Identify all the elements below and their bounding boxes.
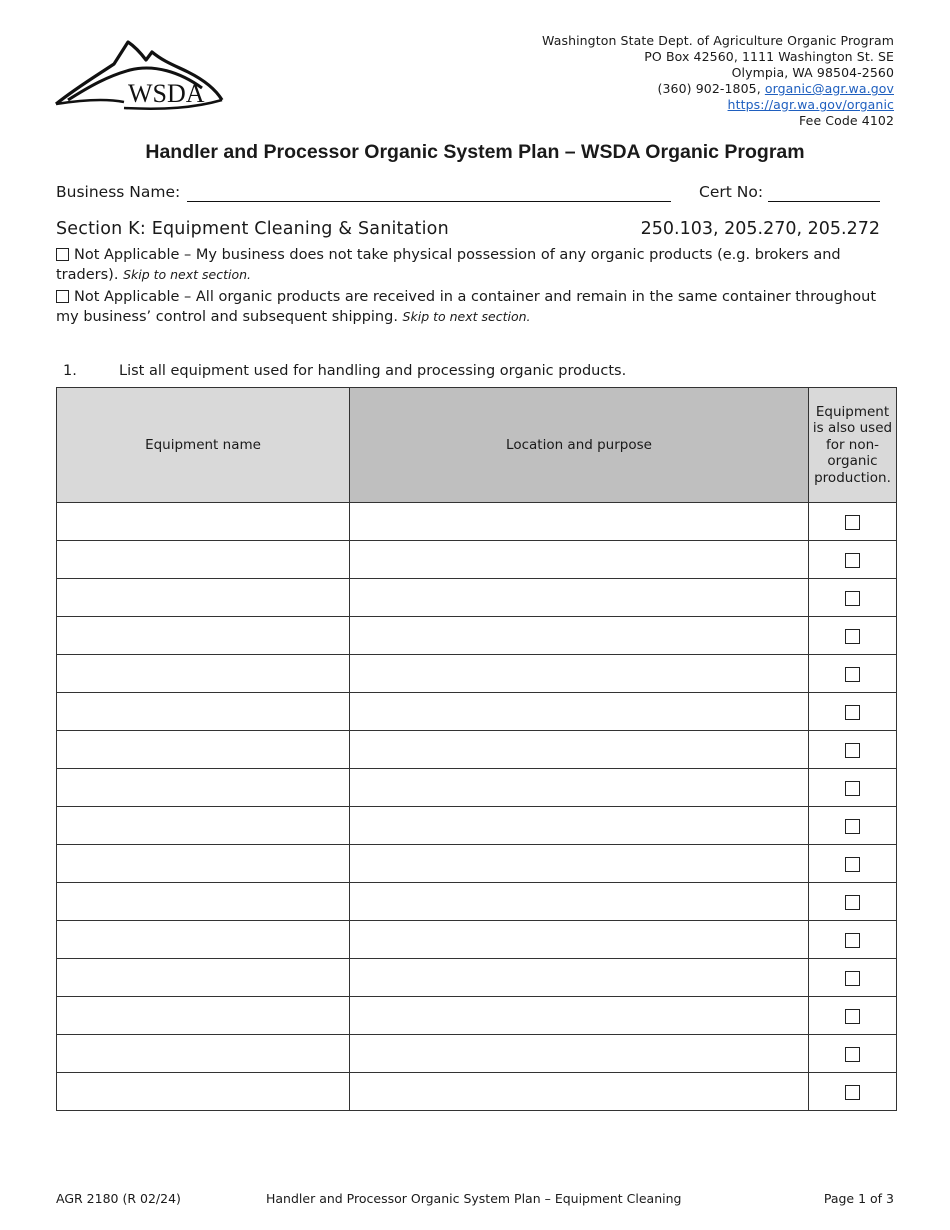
table-row bbox=[57, 997, 897, 1035]
non-organic-checkbox[interactable] bbox=[845, 819, 860, 834]
table-row bbox=[57, 921, 897, 959]
skip-note: Skip to next section. bbox=[123, 267, 252, 282]
table-row bbox=[57, 845, 897, 883]
non-organic-cell bbox=[809, 1073, 897, 1111]
non-organic-cell bbox=[809, 883, 897, 921]
header-non-organic: Equipment is also used for non-organic production. bbox=[809, 388, 897, 503]
not-applicable-text: Not Applicable – All organic products are received in a container and remain in the same container throughout my business’ control and subsequent shipping. bbox=[56, 289, 877, 325]
non-organic-checkbox[interactable] bbox=[845, 1009, 860, 1024]
table-row bbox=[57, 883, 897, 921]
equipment-table bbox=[56, 387, 897, 1111]
location-purpose-cell[interactable] bbox=[350, 959, 809, 997]
non-organic-checkbox[interactable] bbox=[845, 895, 860, 910]
equipment-name-cell[interactable] bbox=[57, 693, 350, 731]
location-purpose-cell[interactable] bbox=[350, 845, 809, 883]
non-organic-checkbox[interactable] bbox=[845, 971, 860, 986]
non-organic-cell bbox=[809, 959, 897, 997]
location-purpose-cell[interactable] bbox=[350, 769, 809, 807]
not-applicable-checkbox[interactable] bbox=[56, 290, 69, 303]
non-organic-cell bbox=[809, 1035, 897, 1073]
non-organic-checkbox[interactable] bbox=[845, 515, 860, 530]
table-row bbox=[57, 1035, 897, 1073]
table-row bbox=[57, 693, 897, 731]
table-row bbox=[57, 731, 897, 769]
question-text: List all equipment used for handling and processing organic products. bbox=[119, 363, 627, 379]
equipment-name-cell[interactable] bbox=[57, 769, 350, 807]
wsda-logo bbox=[54, 38, 224, 112]
address-line: Washington State Dept. of Agriculture Organic Program bbox=[542, 33, 894, 48]
table-header-row bbox=[57, 388, 897, 503]
equipment-name-cell[interactable] bbox=[57, 1073, 350, 1111]
table-row bbox=[57, 503, 897, 541]
website-link[interactable]: https://agr.wa.gov/organic bbox=[727, 97, 894, 112]
table-row bbox=[57, 655, 897, 693]
location-purpose-cell[interactable] bbox=[350, 997, 809, 1035]
business-name-field[interactable] bbox=[187, 201, 671, 202]
page-title: Handler and Processor Organic System Plan – WSDA Organic Program bbox=[145, 141, 805, 163]
non-organic-checkbox[interactable] bbox=[845, 857, 860, 872]
location-purpose-cell[interactable] bbox=[350, 541, 809, 579]
non-organic-checkbox[interactable] bbox=[845, 743, 860, 758]
equipment-name-cell[interactable] bbox=[57, 959, 350, 997]
agency-address bbox=[542, 33, 894, 129]
non-organic-checkbox[interactable] bbox=[845, 781, 860, 796]
location-purpose-cell[interactable] bbox=[350, 503, 809, 541]
cert-no-label: Cert No: bbox=[699, 183, 764, 201]
non-organic-cell bbox=[809, 769, 897, 807]
not-applicable-text: Not Applicable – My business does not take physical possession of any organic products (e.g. brokers and traders). bbox=[56, 247, 841, 283]
non-organic-checkbox[interactable] bbox=[845, 933, 860, 948]
location-purpose-cell[interactable] bbox=[350, 693, 809, 731]
table-row bbox=[57, 769, 897, 807]
table-row bbox=[57, 1073, 897, 1111]
equipment-name-cell[interactable] bbox=[57, 655, 350, 693]
table-row bbox=[57, 541, 897, 579]
cert-no-field[interactable] bbox=[768, 201, 880, 202]
non-organic-cell bbox=[809, 541, 897, 579]
not-applicable-option bbox=[56, 246, 886, 285]
non-organic-cell bbox=[809, 807, 897, 845]
footer-title: Handler and Processor Organic System Plan – Equipment Cleaning bbox=[266, 1191, 682, 1206]
non-organic-cell bbox=[809, 845, 897, 883]
location-purpose-cell[interactable] bbox=[350, 807, 809, 845]
location-purpose-cell[interactable] bbox=[350, 731, 809, 769]
form-id: AGR 2180 (R 02/24) bbox=[56, 1191, 181, 1206]
equipment-name-cell[interactable] bbox=[57, 1035, 350, 1073]
equipment-name-cell[interactable] bbox=[57, 503, 350, 541]
location-purpose-cell[interactable] bbox=[350, 1073, 809, 1111]
contact-line bbox=[542, 81, 894, 97]
location-purpose-cell[interactable] bbox=[350, 579, 809, 617]
equipment-name-cell[interactable] bbox=[57, 845, 350, 883]
location-purpose-cell[interactable] bbox=[350, 921, 809, 959]
section-references: 250.103, 205.270, 205.272 bbox=[640, 219, 880, 239]
table-row bbox=[57, 579, 897, 617]
non-organic-cell bbox=[809, 655, 897, 693]
question-number: 1. bbox=[63, 363, 77, 379]
address-line: Olympia, WA 98504-2560 bbox=[731, 65, 894, 80]
non-organic-checkbox[interactable] bbox=[845, 1085, 860, 1100]
non-organic-cell bbox=[809, 997, 897, 1035]
non-organic-checkbox[interactable] bbox=[845, 667, 860, 682]
location-purpose-cell[interactable] bbox=[350, 617, 809, 655]
address-line: PO Box 42560, 1111 Washington St. SE bbox=[644, 49, 894, 64]
equipment-name-cell[interactable] bbox=[57, 617, 350, 655]
svg-text:WSDA: WSDA bbox=[128, 79, 205, 108]
phone-number: (360) 902-1805, bbox=[657, 81, 765, 96]
non-organic-cell bbox=[809, 693, 897, 731]
non-organic-cell bbox=[809, 617, 897, 655]
equipment-name-cell[interactable] bbox=[57, 883, 350, 921]
skip-note: Skip to next section. bbox=[402, 309, 531, 324]
location-purpose-cell[interactable] bbox=[350, 655, 809, 693]
non-organic-cell bbox=[809, 579, 897, 617]
header-location-purpose: Location and purpose bbox=[350, 388, 809, 503]
non-organic-cell bbox=[809, 731, 897, 769]
header-equipment-name: Equipment name bbox=[57, 388, 350, 503]
email-link[interactable]: organic@agr.wa.gov bbox=[764, 81, 894, 96]
non-organic-checkbox[interactable] bbox=[845, 591, 860, 606]
equipment-name-cell[interactable] bbox=[57, 731, 350, 769]
equipment-name-cell[interactable] bbox=[57, 921, 350, 959]
fee-code: Fee Code 4102 bbox=[799, 113, 894, 128]
table-row bbox=[57, 617, 897, 655]
page-number: Page 1 of 3 bbox=[823, 1191, 894, 1206]
equipment-name-cell[interactable] bbox=[57, 807, 350, 845]
not-applicable-option bbox=[56, 288, 886, 327]
non-organic-cell bbox=[809, 921, 897, 959]
not-applicable-checkbox[interactable] bbox=[56, 248, 69, 261]
non-organic-checkbox[interactable] bbox=[845, 1047, 860, 1062]
location-purpose-cell[interactable] bbox=[350, 1035, 809, 1073]
non-organic-checkbox[interactable] bbox=[845, 553, 860, 568]
location-purpose-cell[interactable] bbox=[350, 883, 809, 921]
table-row bbox=[57, 959, 897, 997]
equipment-name-cell[interactable] bbox=[57, 541, 350, 579]
non-organic-cell bbox=[809, 503, 897, 541]
non-organic-checkbox[interactable] bbox=[845, 629, 860, 644]
section-title: Section K: Equipment Cleaning & Sanitation bbox=[56, 219, 449, 239]
table-row bbox=[57, 807, 897, 845]
equipment-name-cell[interactable] bbox=[57, 579, 350, 617]
equipment-name-cell[interactable] bbox=[57, 997, 350, 1035]
business-name-label: Business Name: bbox=[56, 183, 181, 201]
non-organic-checkbox[interactable] bbox=[845, 705, 860, 720]
